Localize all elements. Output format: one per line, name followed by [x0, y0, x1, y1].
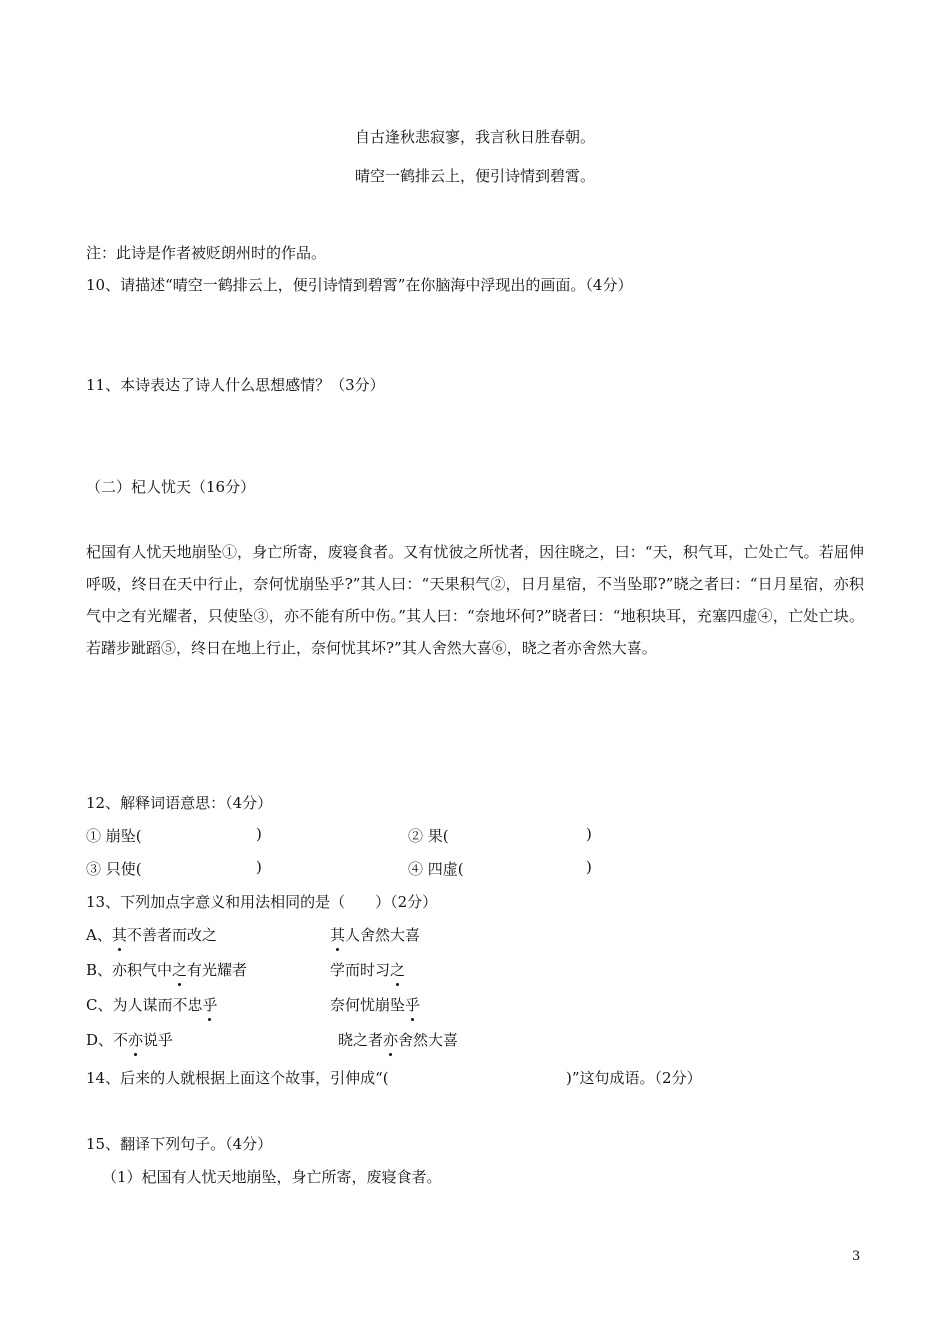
- q12-item-2-close: ): [586, 825, 592, 843]
- q12-item-1: [86, 825, 142, 846]
- question-15-item-1: （1）杞国有人忧天地崩坠，身亡所寄，废寝食者。: [102, 1168, 442, 1186]
- section-title: （二）杞人忧天（16分）: [86, 478, 256, 496]
- question-11: 11、本诗表达了诗人什么思想感情？（3分）: [86, 376, 385, 394]
- poem-note: 注：此诗是作者被贬朗州时的作品。: [86, 244, 327, 262]
- q13-option-b-left: B、亦积气中之有光耀者: [86, 961, 248, 979]
- dotted-char: 乎: [405, 996, 421, 1014]
- poem-line-2: 晴空一鹤排云上，便引诗情到碧霄。: [354, 167, 595, 185]
- q12-item-1-close: ): [256, 825, 262, 843]
- q12-item-4: ④ 四虚(: [408, 860, 464, 878]
- dotted-char: 其: [330, 926, 346, 944]
- question-14-tail: )”这句成语。（2分）: [566, 1069, 702, 1087]
- dotted-char: 乎: [202, 996, 218, 1014]
- q12-item-4-close: ): [586, 858, 592, 876]
- question-10: 10、请描述“晴空一鹤排云上，便引诗情到碧霄”在你脑海中浮现出的画面。（4分）: [86, 276, 633, 294]
- question-12-title: 12、解释词语意思：（4分）: [86, 794, 273, 812]
- q13-option-d-right: 晓之者亦舍然大喜: [338, 1031, 459, 1049]
- dotted-char: 之: [172, 961, 188, 979]
- question-15-title: 15、翻译下列句子。（4分）: [86, 1135, 273, 1153]
- question-14: 14、后来的人就根据上面这个故事，引伸成“(: [86, 1069, 389, 1087]
- q12-item-2: ② 果(: [408, 827, 449, 845]
- poem-line-1: 自古逢秋悲寂寥，我言秋日胜春朝。: [354, 128, 595, 146]
- page-number: 3: [852, 1249, 861, 1264]
- dotted-char: 其: [111, 926, 127, 944]
- q13-option-d-left: D、不亦说乎: [86, 1031, 174, 1049]
- q13-option-a-left: A、其不善者而改之: [86, 926, 217, 944]
- q13-option-c-right: 奈何忧崩坠乎: [330, 996, 421, 1014]
- question-13-title: 13、下列加点字意义和用法相同的是（ ）（2分）: [86, 893, 438, 911]
- dotted-char: 亦: [128, 1031, 144, 1049]
- q12-item-1-label: ① 崩坠(: [86, 827, 142, 845]
- q13-option-c-left: C、为人谋而不忠乎: [86, 996, 218, 1014]
- passage-text: 杞国有人忧天地崩坠①，身亡所寄，废寝食者。又有忧彼之所忧者，因往晓之，曰：“天，积气耳，亡处亡气。若屈伸呼吸，终日在天中行止，奈何忧崩坠乎?”其人曰：“天果积气②，日月星宿，不当坠耶?”晓之者曰：“日月星宿，亦积气中之有光耀者，只使坠③，亦不能有所中伤。”其人曰：“奈地坏何?”晓者曰：“地积块耳，充塞四虚④，亡处亡块。若躇步跐蹈⑤，终日在地上行止，奈何忧其坏?”其人舍然大喜⑥，晓之者亦舍然大喜。: [86, 543, 864, 657]
- q12-item-3: ③ 只使(: [86, 860, 142, 878]
- q12-item-3-close: ): [256, 858, 262, 876]
- q13-option-a-right: 其人舍然大喜: [330, 926, 421, 944]
- q13-option-b-right: 学而时习之: [330, 961, 406, 979]
- dotted-char: 之: [390, 961, 406, 979]
- dotted-char: 亦: [383, 1031, 399, 1049]
